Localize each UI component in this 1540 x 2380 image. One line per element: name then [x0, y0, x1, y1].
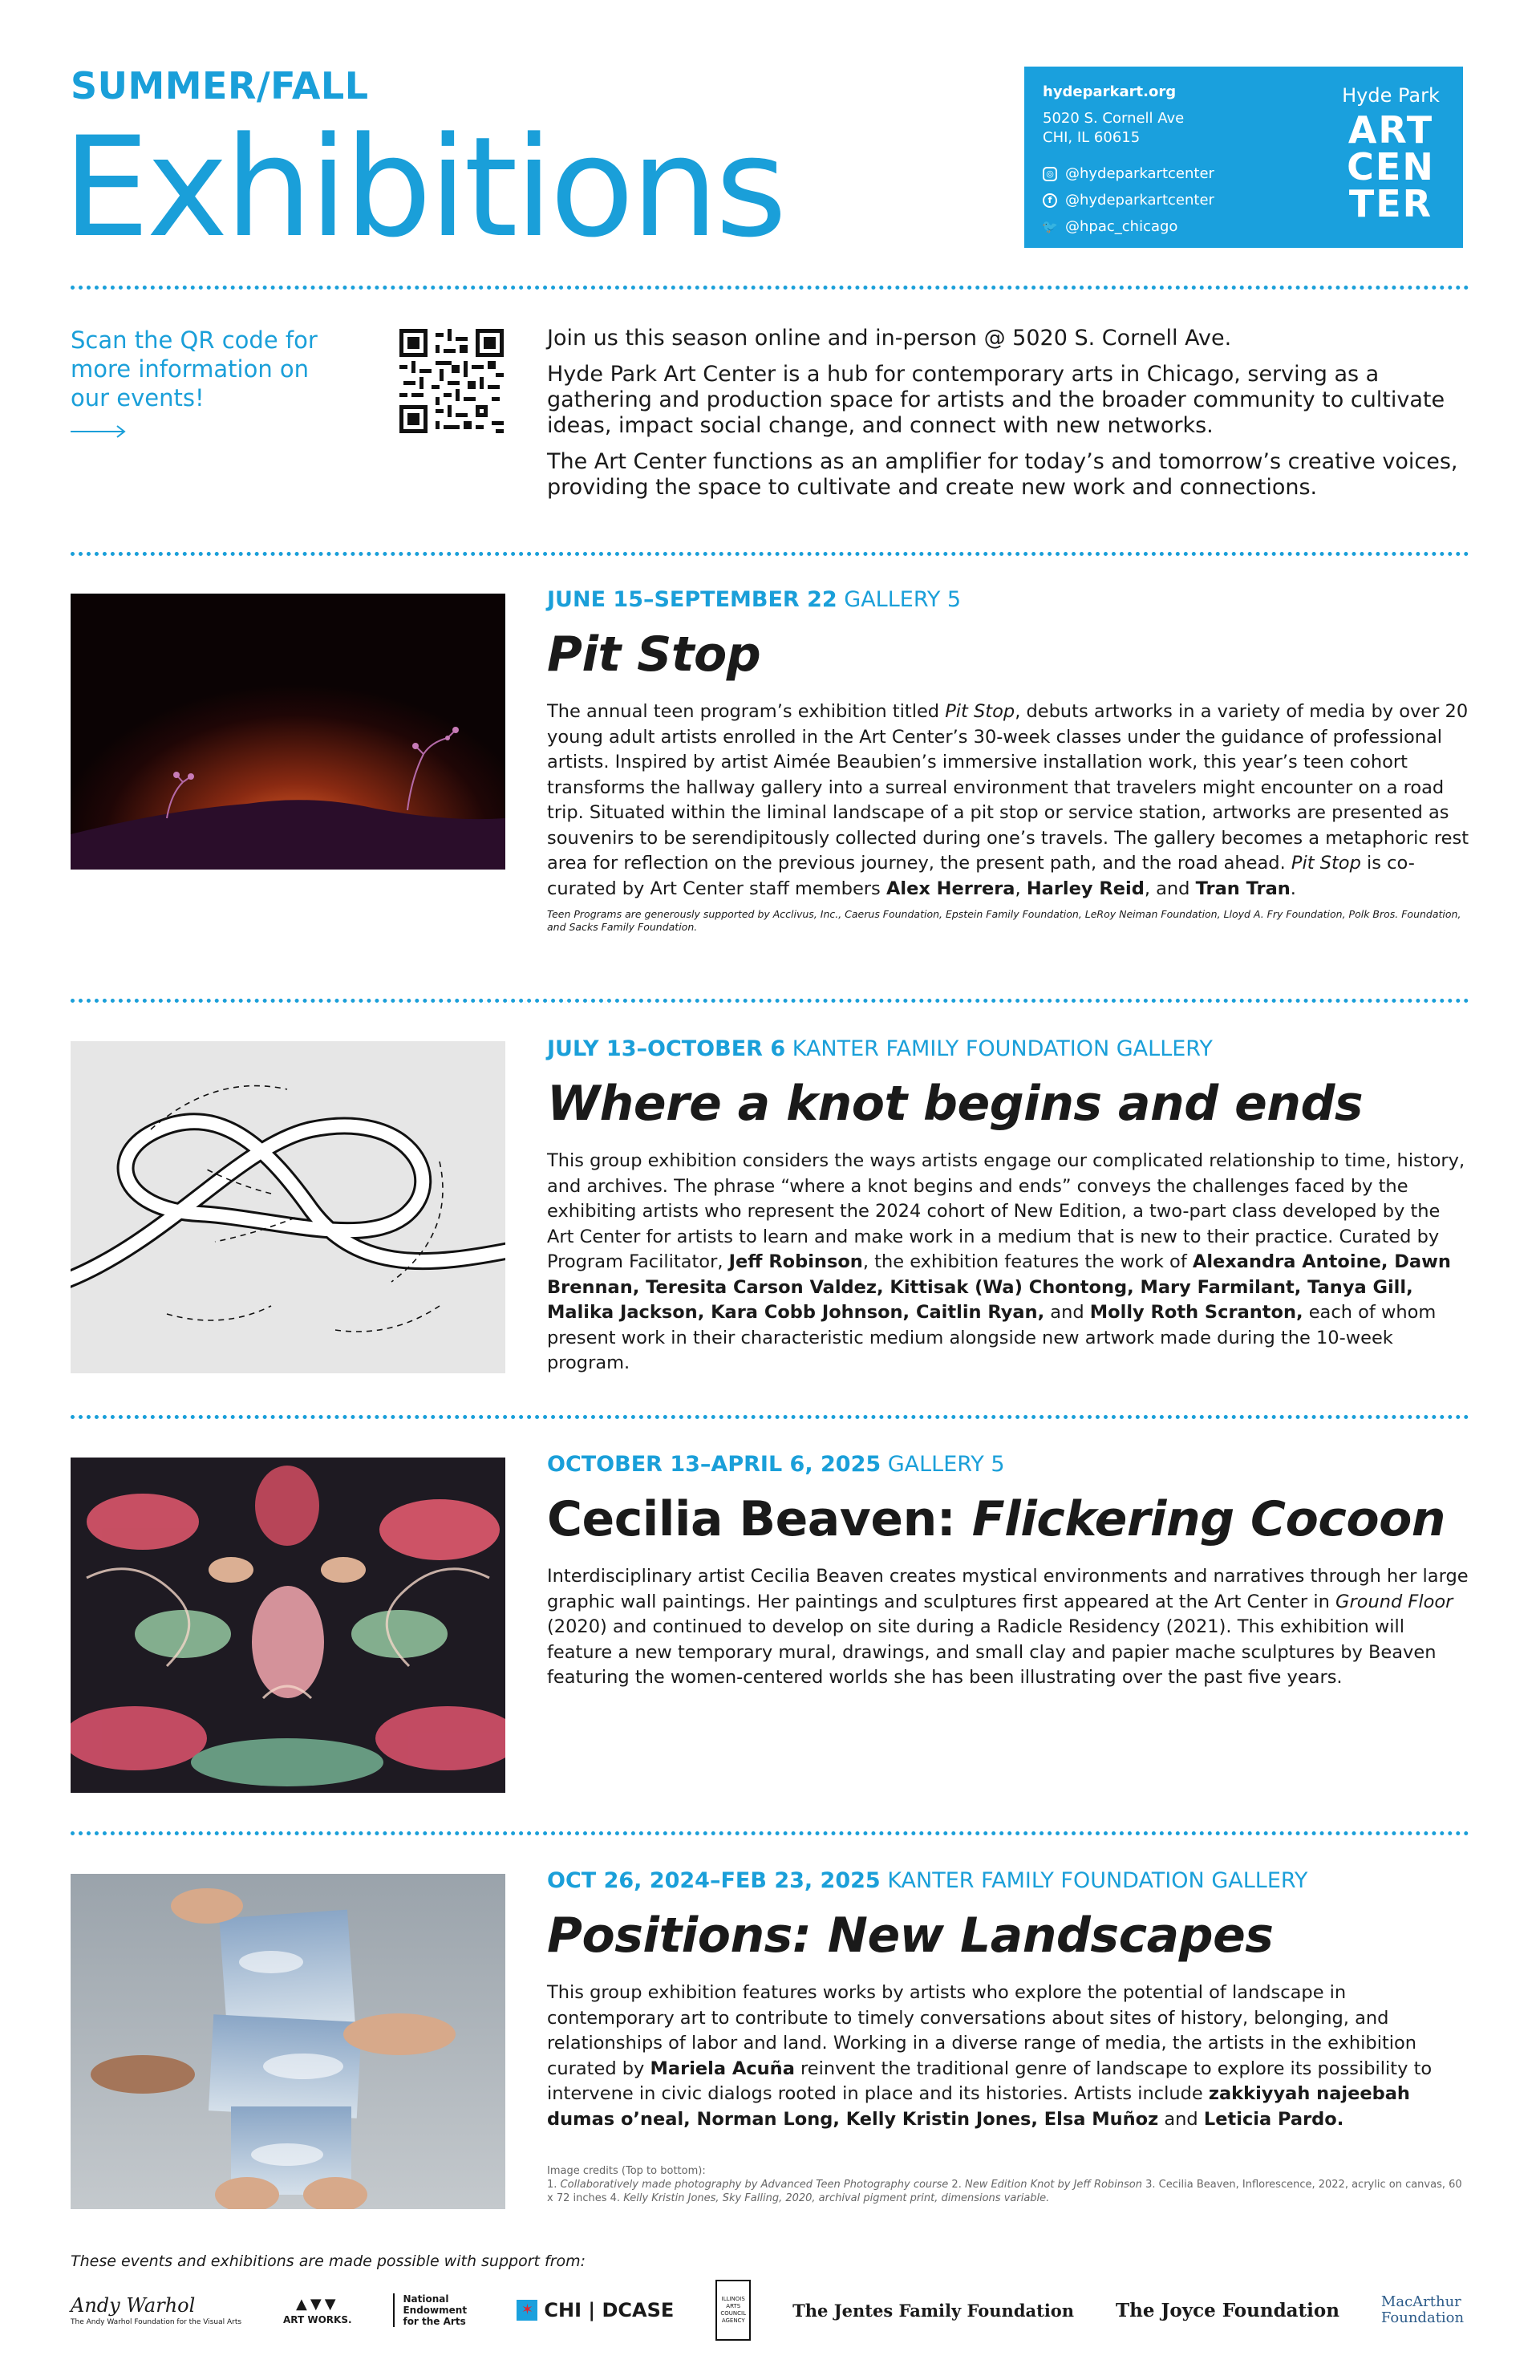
positions-new-landscapes-image [71, 1874, 505, 2209]
instagram-icon: ◎ [1043, 167, 1057, 181]
instagram-handle: @hydeparkartcenter [1065, 165, 1214, 182]
knot-image [71, 1041, 505, 1373]
website-link[interactable]: hydeparkart.org [1043, 83, 1177, 100]
warhol-foundation-logo: Andy Warhol The Andy Warhol Foundation for the Visual Arts [71, 2294, 242, 2326]
info-box [1024, 67, 1463, 248]
exhibition-description: This group exhibition features works by artists who explore the potential of landscape in contemporary art to contribute to timely conversations about sites of history, belonging, and relationships of labor and land. Working in a diverse range of media, the artists in the exhibition curated by Mariela Acuña reinvent the traditional genre of landscape to explore its possibility to intervene in civic dialogs rooted in place and its histories. Artists include zakkiyyah najeebah dumas o’neal, Norman Long, Kelly Kristin Jones, Elsa Muñoz and Leticia Pardo. [547, 1982, 1433, 2130]
pit-stop-image [71, 594, 505, 870]
divider [71, 1831, 1469, 1835]
divider [71, 286, 1469, 290]
logo-line-2: CEN [1347, 145, 1435, 189]
intro-paragraph-1: Join us this season online and in-person @ 5020 S. Cornell Ave. [547, 326, 1232, 351]
instagram-link[interactable] [1043, 165, 1214, 182]
arrow-right-icon [71, 424, 127, 440]
joyce-foundation-logo: The Joyce Foundation [1116, 2299, 1339, 2321]
flickering-cocoon-image [71, 1458, 505, 1793]
image-credits-text: 1. Collaboratively made photography by Advanced Teen Photography course 2. New Edition Knot by Jeff Robinson 3. Cecilia Beaven, Inflorescence, 2022, acrylic on canvas, 60 x 72 inches 4. Kelly Kristin Jones, Sky Falling, 2020, archival pigment print, dimensions variable. [547, 2179, 1462, 2204]
nea-logo: National Endowment for the Arts [393, 2293, 475, 2327]
intro-text [547, 326, 1469, 511]
illinois-arts-council-logo: ILLINOIS ARTS COUNCIL AGENCY [715, 2280, 751, 2341]
exhibition-description: The annual teen program’s exhibition titled Pit Stop, debuts artworks in a variety of media by over 20 young adult artists enrolled in the Art Center’s 30-week classes under the guidance of professional artists. Inspired by artist Aimée Beaubien’s immersive installation work, this year’s teen cohort transforms the hallway gallery into a surreal environment that travelers might encounter on a road trip. Situated within the liminal landscape of a pit stop or service station, artworks are presented as souvenirs to be serendipitously collected during one’s travels. The gallery becomes a metaphoric rest area for reflection on the previous journey, the present path, and the road ahead. Pit Stop is co-curated by Art Center staff members Alex Herrera, Harley Reid, and Tran Tran. [547, 701, 1469, 899]
exhibition-title: Positions: New Landscapes [547, 1908, 1274, 1964]
twitter-link[interactable] [1043, 218, 1177, 235]
exhibition-pit-stop [547, 587, 1469, 934]
macarthur-foundation-logo: MacArthur Foundation [1380, 2293, 1465, 2326]
dcase-logo: ✶ CHI | DCASE [517, 2299, 674, 2321]
facebook-link[interactable] [1043, 192, 1214, 209]
sponsor-note: These events and exhibitions are made possible with support from: [71, 2252, 586, 2270]
exhibition-date: OCT 26, 2024–FEB 23, 2025 KANTER FAMILY FOUNDATION GALLERY [547, 1868, 1308, 1893]
exhibition-title: Cecilia Beaven: Flickering Cocoon [547, 1491, 1446, 1547]
funding-note: Teen Programs are generously supported by Acclivus, Inc., Caerus Foundation, Epstein Family Foundation, LeRoy Neiman Foundation, Lloyd A. Fry Foundation, Polk Bros. Foundation, and Sacks Family Foundation. [547, 908, 1461, 933]
exhibition-knot [547, 1036, 1469, 1377]
image-credits [547, 2164, 1469, 2205]
art-works-logo: ▲▼▼ ART WORKS. [283, 2295, 352, 2325]
exhibition-flickering-cocoon [547, 1452, 1469, 1691]
exhibition-description: Interdisciplinary artist Cecilia Beaven creates mystical environments and narratives through her large graphic wall paintings. Her paintings and sculptures first appeared at the Art Center in Ground Floor (2020) and continued to develop on site during a Radicle Residency (2021). This exhibition will feature a new temporary mural, drawings, and small clay and papier mache sculptures by Beaven featuring the women-centered worlds she has been illustrating over the past five years. [547, 1566, 1469, 1688]
exhibition-description: This group exhibition considers the ways artists engage our complicated relationship to time, history, and archives. The phrase “where a knot begins and ends” conveys the challenges faced by the exhibiting artists who represent the 2024 cohort of New Edition, a two-part class developed by the Art Center for artists to learn and make work in a medium that is new to their practice. Curated by Program Facilitator, Jeff Robinson, the exhibition features the work of Alexandra Antoine, Dawn Brennan, Teresita Carson Valdez, Kittisak (Wa) Chontong, Mary Farmilant, Tanya Gill, Malika Jackson, Kara Cobb Johnson, Caitlin Ryan, and Molly Roth Scranton, each of whom present work in their characteristic medium alongside new artwork made during the 10-week program. [547, 1150, 1465, 1373]
logo-line-3: TER [1348, 182, 1433, 225]
qr-code[interactable] [399, 329, 504, 433]
image-credits-heading: Image credits (Top to bottom): [547, 2165, 706, 2177]
season-label: SUMMER/FALL [71, 64, 369, 107]
logo-hyde-park: Hyde Park [1342, 84, 1440, 107]
divider [71, 552, 1469, 556]
intro-paragraph-2: Hyde Park Art Center is a hub for contemporary arts in Chicago, serving as a gathering and production space for artists and the broader community to cultivate ideas, impact social change, and connect with new networks. [547, 362, 1445, 438]
address [1043, 109, 1184, 148]
jentes-family-foundation-logo: The Jentes Family Foundation [792, 2300, 1075, 2321]
qr-prompt: Scan the QR code for more information on our events! [71, 326, 318, 412]
art-center-logo [1335, 108, 1447, 225]
exhibition-title: Pit Stop [547, 626, 761, 683]
exhibition-date: OCTOBER 13–APRIL 6, 2025 GALLERY 5 [547, 1452, 1005, 1477]
exhibition-date: JULY 13–OCTOBER 6 KANTER FAMILY FOUNDATION GALLERY [547, 1036, 1213, 1061]
exhibition-title: Where a knot begins and ends [547, 1076, 1364, 1132]
address-line-1: 5020 S. Cornell Ave [1043, 110, 1185, 127]
facebook-icon: f [1043, 193, 1057, 208]
twitter-handle: @hpac_chicago [1065, 218, 1178, 235]
intro-paragraph-3: The Art Center functions as an amplifier for today’s and tomorrow’s creative voices, providing the space to cultivate and create new work and connections. [547, 449, 1458, 500]
divider [71, 999, 1469, 1003]
logo-line-1: ART [1348, 108, 1434, 152]
exhibition-positions-new-landscapes [547, 1868, 1469, 2205]
exhibition-date: JUNE 15–SEPTEMBER 22 GALLERY 5 [547, 587, 962, 612]
address-line-2: CHI, IL 60615 [1043, 129, 1141, 146]
sponsor-logos [71, 2278, 1469, 2342]
facebook-handle: @hydeparkartcenter [1065, 192, 1214, 209]
twitter-icon: 🐦 [1042, 219, 1058, 234]
divider [71, 1415, 1469, 1419]
page-title: Exhibitions [63, 107, 784, 268]
